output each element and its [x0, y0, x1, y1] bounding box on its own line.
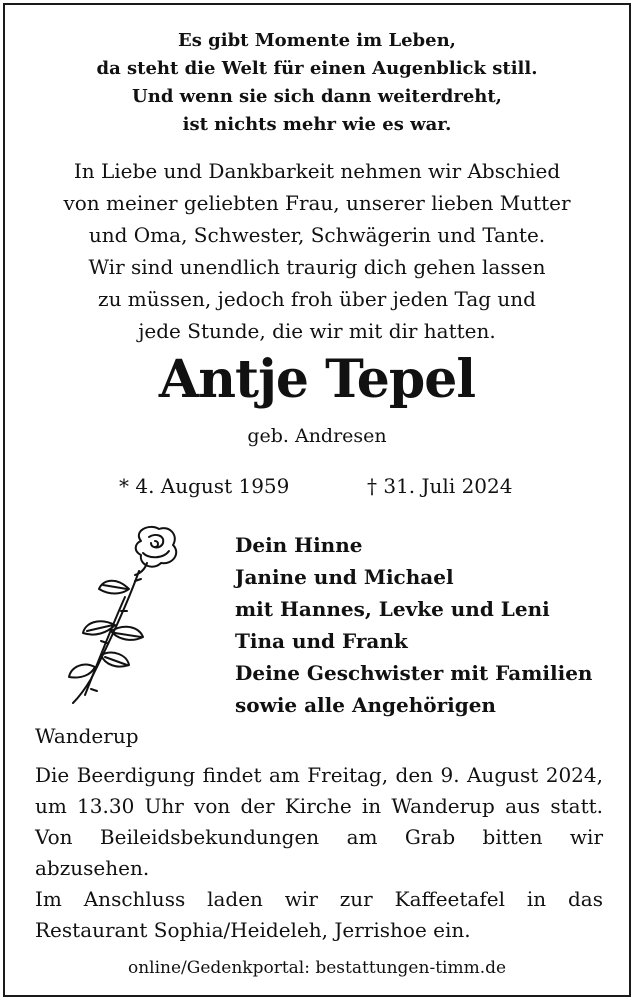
- mourners-list: [235, 529, 592, 721]
- intro-line: zu müssen, jedoch froh über jeden Tag und: [98, 287, 536, 311]
- intro-line: jede Stunde, die wir mit dir hatten.: [138, 319, 496, 343]
- birth-name: geb. Andresen: [247, 425, 387, 447]
- mourner-line: sowie alle Angehörigen: [235, 693, 496, 717]
- reception-paragraph: Im Anschluss laden wir zur Kaffeetafel in das Restaurant Sophia/Heideleh, Jerrishoe ein.: [35, 887, 603, 942]
- mourner-line: Tina und Frank: [235, 629, 408, 653]
- intro-line: In Liebe und Dankbarkeit nehmen wir Abschied: [73, 159, 561, 183]
- death-date: † 31. Juli 2024: [367, 474, 513, 498]
- motto-verse: [5, 27, 629, 139]
- mourner-line: Deine Geschwister mit Familien: [235, 661, 593, 685]
- memorial-portal-link[interactable]: online/Gedenkportal: bestattungen-timm.de: [127, 958, 507, 978]
- mourner-line: Janine und Michael: [235, 565, 454, 589]
- mourner-line: mit Hannes, Levke und Leni: [235, 597, 550, 621]
- intro-line: von meiner geliebten Frau, unserer lieben Mutter: [63, 191, 571, 215]
- obituary-frame: [3, 3, 631, 997]
- rose-icon: [55, 519, 195, 709]
- motto-line: da steht die Welt für einen Augenblick still.: [96, 58, 538, 79]
- intro-line: und Oma, Schwester, Schwägerin und Tante.: [88, 223, 546, 247]
- place-name: Wanderup: [35, 724, 139, 748]
- mourner-line: Dein Hinne: [235, 533, 363, 557]
- motto-line: ist nichts mehr wie es war.: [182, 114, 452, 135]
- birth-date: * 4. August 1959: [119, 474, 290, 498]
- funeral-info: [35, 760, 603, 946]
- motto-line: Und wenn sie sich dann weiterdreht,: [132, 86, 502, 107]
- intro-line: Wir sind unendlich traurig dich gehen lassen: [88, 255, 546, 279]
- deceased-name: Antje Tepel: [158, 349, 476, 410]
- intro-text: [5, 155, 629, 347]
- funeral-paragraph: Die Beerdigung findet am Freitag, den 9. August 2024, um 13.30 Uhr von der Kirche in Wanderup aus statt. Von Beileidsbekundungen am Grab bitten wir abzusehen.: [35, 763, 603, 880]
- motto-line: Es gibt Momente im Leben,: [178, 30, 456, 51]
